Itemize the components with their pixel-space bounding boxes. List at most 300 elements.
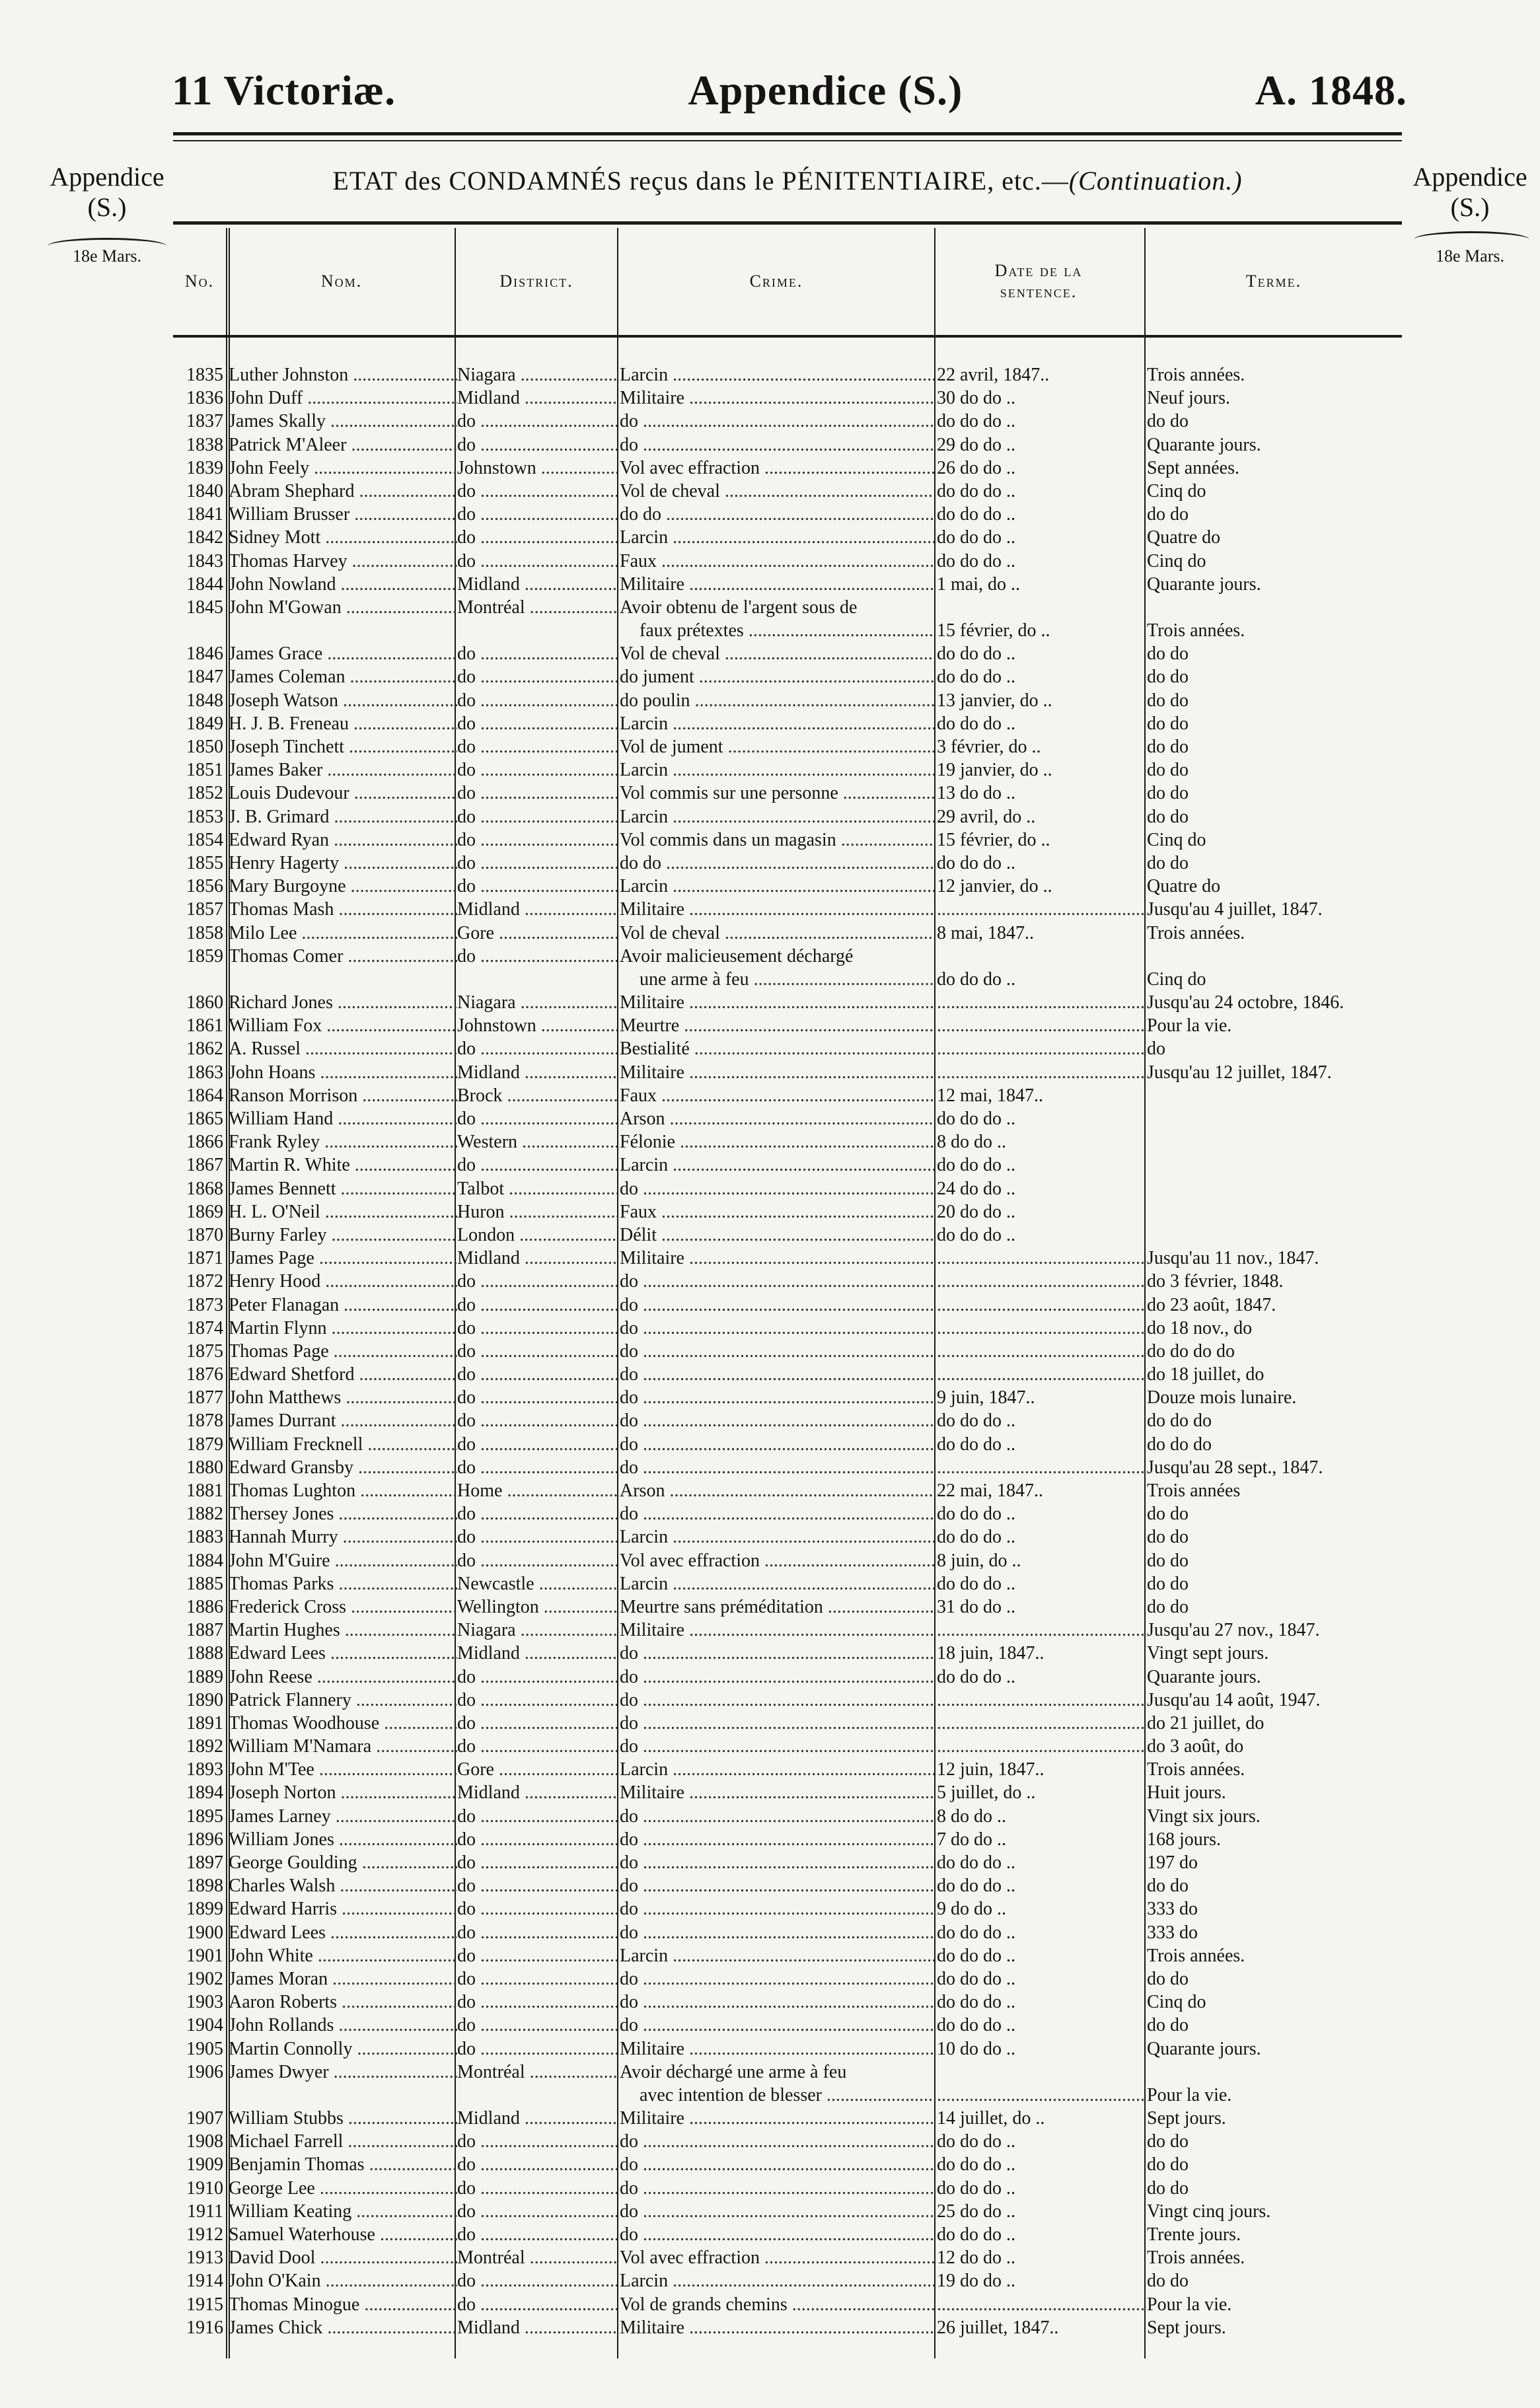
cell-nom	[229, 363, 457, 386]
cell-district	[457, 1294, 617, 1317]
cell-terme	[1147, 2014, 1402, 2037]
cell-date	[937, 2084, 1144, 2107]
cell-date-text: do do do ..	[937, 1992, 1015, 2013]
cell-district-text: Midland .....	[457, 2317, 617, 2338]
cell-terme-text: do do	[1147, 760, 1189, 781]
cell-crime-text: Avoir malicieusement déchargé	[620, 945, 854, 967]
table-row	[173, 922, 1402, 945]
cell-nom	[229, 1084, 457, 1107]
cell-nom	[229, 2130, 457, 2153]
cell-date	[937, 2269, 1144, 2292]
cell-no-text: 1839	[186, 457, 223, 478]
cell-date	[937, 410, 1144, 433]
cell-no	[173, 1619, 226, 1642]
cell-terme	[1147, 1712, 1402, 1735]
cell-nom-text: John O'Kain .....	[229, 2271, 457, 2291]
table-body	[173, 363, 1402, 2339]
cell-date-text: do do do ..	[937, 2224, 1015, 2245]
cell-terme-text: 197 do	[1147, 1852, 1198, 1874]
cell-date	[937, 1061, 1144, 1084]
table-row	[173, 689, 1402, 712]
cell-date-text: 12 mai, 1847..	[937, 1085, 1043, 1106]
cell-no	[173, 1525, 226, 1549]
cell-date	[937, 1270, 1144, 1293]
cell-nom	[229, 2293, 457, 2316]
column-header-district: District.	[499, 272, 573, 291]
cell-date-text	[937, 1062, 1144, 1083]
cell-district-text: Western .....	[457, 1132, 617, 1152]
cell-terme	[1147, 363, 1402, 386]
table-row	[173, 1851, 1402, 1874]
cell-no	[173, 456, 226, 480]
title-rule	[173, 221, 1402, 225]
cell-date	[937, 828, 1144, 852]
cell-date-text: 8 mai, 1847..	[937, 922, 1034, 943]
cell-no-text: 1873	[186, 1294, 223, 1315]
cell-date-text: 15 février, do ..	[937, 620, 1050, 641]
cell-no	[173, 1549, 226, 1572]
cell-nom-text: James Coleman .....	[229, 667, 457, 687]
cell-date	[937, 2107, 1144, 2130]
cell-no-text: 1904	[186, 2015, 223, 2036]
cell-date-text: do do do ..	[937, 2154, 1015, 2175]
margin-label: Appendice	[1412, 162, 1527, 192]
cell-crime-text: Militaire .....	[620, 992, 934, 1013]
cell-district	[457, 2130, 617, 2153]
cell-date-text: do do do ..	[937, 1922, 1015, 1943]
cell-terme-text: Trois années.	[1147, 620, 1245, 641]
cell-no-text: 1896	[186, 1829, 223, 1850]
cell-district-text: London .....	[457, 1225, 617, 1245]
cell-no	[173, 1665, 226, 1689]
cell-nom-text: James Baker .....	[229, 760, 457, 780]
cell-nom	[229, 1712, 457, 1735]
cell-terme-text: do do	[1147, 1573, 1189, 1594]
cell-crime	[620, 805, 934, 828]
table-row	[173, 1037, 1402, 1060]
cell-district-text: Niagara .....	[457, 365, 617, 385]
cell-crime	[620, 410, 934, 433]
cell-district-text: Midland .....	[457, 899, 617, 920]
cell-date	[937, 480, 1144, 503]
cell-district-text: do .....	[457, 1341, 617, 1362]
cell-crime	[620, 1689, 934, 1712]
cell-nom	[229, 1061, 457, 1084]
cell-crime-text: Vol de cheval .....	[620, 643, 934, 664]
cell-crime	[620, 1781, 934, 1804]
cell-district-text: do .....	[457, 737, 617, 757]
cell-district-text: Midland .....	[457, 1248, 617, 1268]
cell-no	[173, 758, 226, 782]
table-row	[173, 2316, 1402, 2339]
cell-no-text: 1888	[186, 1643, 223, 1664]
table-row	[173, 875, 1402, 898]
cell-district	[457, 363, 617, 386]
cell-no	[173, 1200, 226, 1223]
cell-crime	[620, 1433, 934, 1456]
cell-date	[937, 922, 1144, 945]
cell-nom	[229, 2200, 457, 2223]
cell-crime	[620, 782, 934, 805]
cell-no-text: 1897	[186, 1852, 223, 1874]
cell-crime	[620, 2246, 934, 2269]
cell-no-text: 1876	[186, 1364, 223, 1385]
cell-district-text: Brock .....	[457, 1085, 617, 1106]
cell-terme-text: Cinq do	[1147, 1992, 1206, 2013]
cell-date-text: 12 juin, 1847..	[937, 1759, 1045, 1780]
cell-no-text: 1901	[186, 1945, 223, 1966]
cell-no	[173, 689, 226, 712]
cell-date-text: 8 do do ..	[937, 1806, 1006, 1827]
cell-date	[937, 1758, 1144, 1781]
cell-date-text	[937, 1690, 1144, 1710]
cell-date-text: 29 do do ..	[937, 434, 1015, 455]
cell-no-text: 1880	[186, 1457, 223, 1478]
cell-nom	[229, 1758, 457, 1781]
cell-date	[937, 1595, 1144, 1619]
cell-date-text	[937, 992, 1144, 1013]
cell-terme	[1147, 2130, 1402, 2153]
cell-date-text: do do do ..	[937, 2177, 1015, 2199]
table-row	[173, 828, 1402, 852]
cell-nom-text: John Nowland .....	[229, 574, 457, 595]
cell-no	[173, 1317, 226, 1340]
table-row	[173, 1294, 1402, 1317]
cell-date	[937, 1479, 1144, 1502]
cell-date-text: do do do ..	[937, 411, 1015, 432]
table-row	[173, 2107, 1402, 2130]
cell-no-text: 1875	[186, 1340, 223, 1362]
cell-nom-text: A. Russel .....	[229, 1039, 457, 1059]
cell-terme	[1147, 1270, 1402, 1293]
cell-nom	[229, 1386, 457, 1409]
cell-nom-text: J. B. Grimard .....	[229, 807, 457, 827]
cell-district-text: do .....	[457, 2224, 617, 2245]
table-row	[173, 573, 1402, 596]
table-row	[173, 1990, 1402, 2014]
cell-no	[173, 2177, 226, 2200]
cell-date-text: 13 do do ..	[937, 783, 1015, 804]
cell-no-text: 1854	[186, 829, 223, 850]
cell-no-text: 1892	[186, 1736, 223, 1757]
cell-nom-text: John Hoans .....	[229, 1062, 457, 1083]
cell-no	[173, 1874, 226, 1897]
column-header-date: Date de la sentence.	[994, 261, 1083, 301]
cell-crime-text: Militaire .....	[620, 2317, 934, 2338]
table-row	[173, 665, 1402, 688]
cell-crime	[620, 1990, 934, 2014]
cell-no	[173, 1107, 226, 1130]
cell-nom	[229, 852, 457, 875]
cell-date-text	[937, 1364, 1144, 1385]
cell-date-text: 8 juin, do ..	[937, 1550, 1021, 1571]
cell-crime	[620, 712, 934, 735]
cell-crime	[620, 945, 934, 991]
cell-district-text: Midland .....	[457, 1643, 617, 1663]
cell-crime	[620, 596, 934, 642]
cell-terme-text: do do	[1147, 2177, 1189, 2199]
cell-nom	[229, 1247, 457, 1270]
cell-no-text: 1849	[186, 713, 223, 734]
cell-district	[457, 1270, 617, 1293]
cell-district	[457, 782, 617, 805]
table-row	[173, 1665, 1402, 1689]
cell-terme-text: Jusqu'au 11 nov., 1847.	[1147, 1248, 1319, 1269]
cell-crime-text: Arson .....	[620, 1480, 934, 1501]
cell-crime	[620, 828, 934, 852]
cell-crime	[620, 1712, 934, 1735]
cell-nom-text: Edward Gransby .....	[229, 1457, 457, 1478]
cell-no	[173, 1828, 226, 1851]
cell-crime-text: Militaire .....	[620, 899, 934, 920]
cell-no	[173, 1247, 226, 1270]
cell-district-text: do .....	[457, 853, 617, 873]
cell-date	[937, 898, 1144, 921]
cell-no-text: 1907	[186, 2108, 223, 2129]
cell-district	[457, 1340, 617, 1363]
cell-no	[173, 1177, 226, 1200]
cell-nom	[229, 1223, 457, 1247]
cell-terme-text: do do	[1147, 737, 1189, 758]
cell-nom	[229, 991, 457, 1014]
cell-crime-text: Félonie .....	[620, 1132, 934, 1152]
cell-no	[173, 1037, 226, 1060]
cell-date-text: 24 do do ..	[937, 1178, 1015, 1199]
cell-nom-text: Thomas Comer .....	[229, 946, 457, 967]
cell-crime-text: do .....	[620, 1713, 934, 1733]
cell-no	[173, 945, 226, 968]
cell-terme	[1147, 1525, 1402, 1549]
cell-district	[457, 1456, 617, 1479]
cell-crime	[620, 1572, 934, 1595]
cell-no-text: 1874	[186, 1317, 223, 1338]
cell-terme	[1147, 550, 1402, 573]
cell-crime	[620, 2107, 934, 2130]
cell-no	[173, 1805, 226, 1828]
cell-crime-text: do .....	[620, 1876, 934, 1896]
cell-district-text: do .....	[457, 1457, 617, 1478]
cell-nom-text: Charles Walsh .....	[229, 1876, 457, 1896]
cell-crime	[620, 573, 934, 596]
cell-no	[173, 1758, 226, 1781]
cell-crime-text: do do .....	[620, 504, 934, 525]
cell-district	[457, 596, 617, 619]
cell-crime-text: do .....	[620, 1643, 934, 1663]
cell-nom	[229, 1595, 457, 1619]
cell-district	[457, 1549, 617, 1572]
cell-no	[173, 1712, 226, 1735]
cell-date	[937, 1107, 1144, 1130]
cell-terme-text: do 3 août, do	[1147, 1736, 1244, 1757]
cell-district	[457, 852, 617, 875]
cell-date-text	[937, 1341, 1144, 1362]
cell-date-text	[937, 2294, 1144, 2315]
cell-no-text: 1858	[186, 922, 223, 943]
table-row	[173, 712, 1402, 735]
cell-crime	[620, 2316, 934, 2339]
cell-terme	[1147, 1595, 1402, 1619]
table-row	[173, 945, 1402, 991]
cell-crime-text: do .....	[620, 1969, 934, 1989]
cell-nom	[229, 1177, 457, 1200]
cell-date-text: 9 juin, 1847..	[937, 1387, 1035, 1408]
cell-terme-text: Quatre do	[1147, 527, 1221, 548]
cell-no	[173, 1781, 226, 1804]
cell-date	[937, 526, 1144, 549]
cell-date	[937, 968, 1144, 991]
cell-no-text: 1847	[186, 667, 223, 688]
cell-nom-text: John Rollands .....	[229, 2015, 457, 2035]
margin-sub: (S.)	[1450, 192, 1490, 222]
cell-terme-text: do do	[1147, 2015, 1189, 2036]
cell-terme	[1147, 2153, 1402, 2176]
cell-nom-text: Martin Connolly .....	[229, 2039, 457, 2059]
cell-date	[937, 689, 1144, 712]
cell-crime	[620, 2037, 934, 2061]
cell-crime	[620, 1130, 934, 1153]
cell-nom	[229, 550, 457, 573]
cell-district-text: do .....	[457, 551, 617, 571]
cell-nom-text: Joseph Watson .....	[229, 690, 457, 711]
cell-district-text: do .....	[457, 667, 617, 687]
cell-crime-text: do .....	[620, 1504, 934, 1524]
table-row	[173, 2014, 1402, 2037]
cell-terme	[1147, 2246, 1402, 2269]
cell-date-text	[937, 1713, 1144, 1733]
cell-district-text: do .....	[457, 435, 617, 455]
table-row	[173, 2269, 1402, 2292]
cell-date	[937, 573, 1144, 596]
cell-crime	[620, 1014, 934, 1037]
table-row	[173, 782, 1402, 805]
cell-date-text: 26 do do ..	[937, 457, 1015, 478]
table-row	[173, 410, 1402, 433]
cell-crime-text: Militaire .....	[620, 388, 934, 408]
cell-district	[457, 689, 617, 712]
cell-nom	[229, 433, 457, 456]
cell-terme-text: Quarante jours.	[1147, 2038, 1261, 2059]
cell-crime-text: Avoir déchargé une arme à feu	[620, 2061, 847, 2082]
title-continuation: (Continuation.)	[1068, 166, 1243, 196]
cell-district	[457, 1897, 617, 1920]
cell-no-text: 1860	[186, 992, 223, 1013]
cell-no-text: 1864	[186, 1085, 223, 1106]
cell-district	[457, 805, 617, 828]
cell-no	[173, 991, 226, 1014]
cell-crime-text: Vol de jument .....	[620, 737, 934, 757]
cell-district-text: do .....	[457, 830, 617, 850]
cell-no	[173, 712, 226, 735]
cell-district-text: do .....	[457, 2271, 617, 2291]
cell-terme	[1147, 619, 1402, 642]
cell-date	[937, 875, 1144, 898]
cell-terme-text: do	[1147, 1039, 1165, 1060]
cell-terme-text: Trois années	[1147, 1480, 1241, 1502]
cell-terme-text: do do	[1147, 504, 1189, 525]
header-appendix: Appendice (S.)	[688, 67, 963, 114]
cell-no	[173, 2014, 226, 2037]
cell-crime	[620, 2153, 934, 2176]
table-row	[173, 1014, 1402, 1037]
cell-nom	[229, 1409, 457, 1432]
cell-date	[937, 2153, 1144, 2176]
cell-district-text: do .....	[457, 807, 617, 827]
cell-crime-text: do .....	[620, 1434, 934, 1455]
cell-district-text: do .....	[457, 1876, 617, 1896]
cell-no-text: 1845	[186, 597, 223, 618]
cell-terme	[1147, 1851, 1402, 1874]
table-row	[173, 386, 1402, 410]
cell-nom	[229, 2153, 457, 2176]
cell-date-text: 19 do do ..	[937, 2271, 1015, 2292]
cell-nom-text: Luther Johnston .....	[229, 365, 457, 385]
cell-district	[457, 456, 617, 480]
cell-crime-text: Meurtre sans préméditation .....	[620, 1597, 934, 1617]
cell-crime	[620, 1897, 934, 1920]
cell-district-text: do .....	[457, 783, 617, 803]
cell-crime-text: Faux .....	[620, 1202, 934, 1222]
cell-nom-text: Martin Flynn .....	[229, 1318, 457, 1338]
cell-district-text: do .....	[457, 1969, 617, 1989]
cell-nom-text: Mary Burgoyne .....	[229, 876, 457, 896]
table-row	[173, 1572, 1402, 1595]
cell-terme-text: Pour la vie.	[1147, 2084, 1232, 2105]
table-row	[173, 1479, 1402, 1502]
cell-crime-text: do poulin .....	[620, 690, 934, 711]
cell-nom-text: Abram Shephard .....	[229, 481, 457, 501]
cell-nom	[229, 1944, 457, 1967]
cell-date	[937, 619, 1144, 642]
cell-crime	[620, 2223, 934, 2246]
cell-nom	[229, 1828, 457, 1851]
cell-date-text: 22 avril, 1847..	[937, 365, 1050, 385]
cell-no-text: 1850	[186, 737, 223, 758]
cell-date	[937, 758, 1144, 782]
cell-district-text: Midland .....	[457, 2108, 617, 2129]
cell-nom-text: James Bennett .....	[229, 1179, 457, 1199]
cell-terme	[1147, 991, 1402, 1014]
cell-nom	[229, 1433, 457, 1456]
cell-nom	[229, 782, 457, 805]
cell-district	[457, 2246, 617, 2269]
cell-no-text: 1903	[186, 1992, 223, 2013]
table-row	[173, 1712, 1402, 1735]
cell-crime-text: Avoir obtenu de l'argent sous de	[620, 597, 858, 618]
cell-nom-text: Thomas Harvey .....	[229, 551, 457, 571]
cell-terme	[1147, 828, 1402, 852]
cell-nom	[229, 1572, 457, 1595]
cell-no	[173, 386, 226, 410]
cell-terme-text: Sept jours.	[1147, 2317, 1226, 2338]
cell-date	[937, 363, 1144, 386]
cell-terme	[1147, 1665, 1402, 1689]
cell-crime-text: Militaire .....	[620, 574, 934, 595]
cell-date-text	[937, 1457, 1144, 1478]
cell-date-text: do do do ..	[937, 527, 1015, 548]
cell-crime	[620, 1967, 934, 1990]
cell-crime	[620, 1409, 934, 1432]
cell-nom-text: H. L. O'Neil .....	[229, 1202, 457, 1222]
cell-date-text: do do do ..	[937, 2015, 1015, 2036]
header-year: A. 1848.	[1255, 67, 1407, 114]
cell-terme-text: do 18 juillet, do	[1147, 1364, 1265, 1385]
cell-no	[173, 828, 226, 852]
cell-date-text	[937, 1620, 1144, 1640]
cell-terme-text: Vingt six jours.	[1147, 1806, 1261, 1827]
table-row	[173, 2153, 1402, 2176]
cell-terme-text: do do	[1147, 1876, 1189, 1897]
cell-nom-text: Thersey Jones .....	[229, 1504, 457, 1524]
